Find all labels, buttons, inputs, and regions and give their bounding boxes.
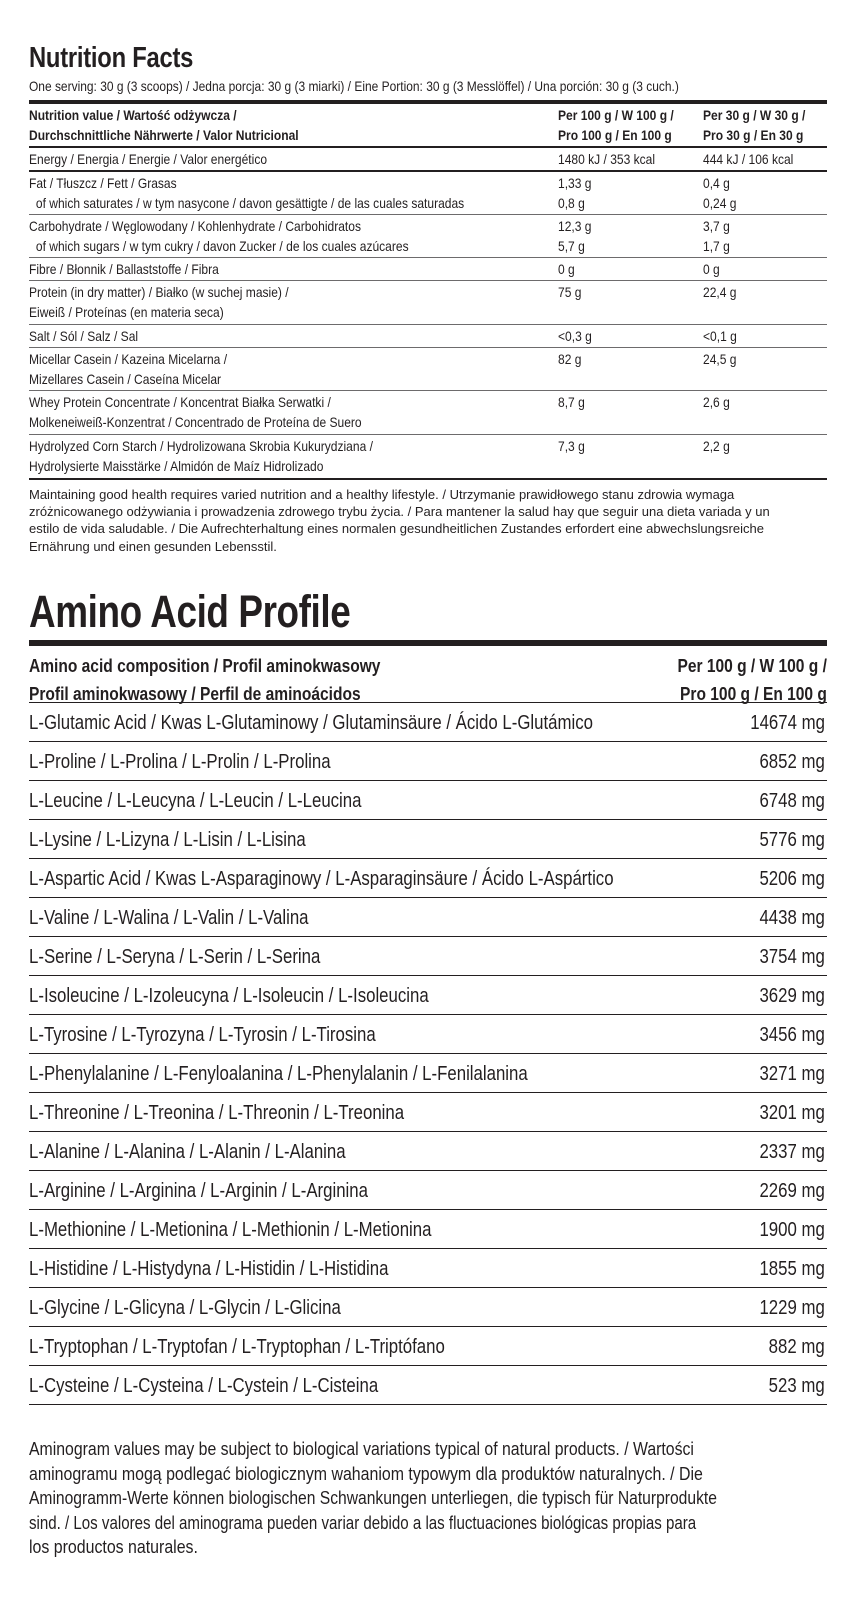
amino-acid-row [29, 937, 827, 976]
amino-acid-row [29, 781, 827, 820]
amino-acid-name: L-Glutamic Acid / Kwas L-Glutaminowy / Glutaminsäure / Ácido L-Glutámico [29, 712, 593, 734]
nutrition-row-whey-concentrate: Whey Protein Concentrate / Koncentrat Białka Serwatki / Molkeneiweiß-Konzentrat / Concentrado de Proteína de Suero 8,7 g 2,6 g [29, 391, 827, 435]
amino-acid-name: L-Valine / L-Walina / L-Valin / L-Valina [29, 907, 309, 929]
amino-acid-name: L-Phenylalanine / L-Fenyloalanina / L-Phenylalanin / L-Fenilalanina [29, 1063, 528, 1085]
amino-acid-value: 3456 mg [759, 1024, 825, 1046]
nutrition-row-salt: Salt / Sól / Salz / Sal <0,3 g <0,1 g [29, 325, 827, 348]
amino-acid-row [29, 1210, 827, 1249]
amino-acid-row [29, 1132, 827, 1171]
header-per-100g: Per 100 g / W 100 g / Pro 100 g / En 100 g [558, 107, 674, 143]
amino-acid-name: L-Leucine / L-Leucyna / L-Leucin / L-Leucina [29, 790, 362, 812]
amino-acid-row [29, 1249, 827, 1288]
amino-acid-value: 1229 mg [759, 1297, 825, 1319]
amino-acid-value: 6748 mg [759, 790, 825, 812]
header-amino-per-100g: Per 100 g / W 100 g / Pro 100 g / En 100 g [677, 655, 827, 704]
amino-acid-value: 1855 mg [759, 1258, 825, 1280]
amino-acid-name: L-Alanine / L-Alanina / L-Alanin / L-Alanina [29, 1141, 346, 1163]
aminogram-disclaimer: Aminogram values may be subject to biological variations typical of natural products. / Wartości aminogramu mogą podlegać biologicznym wahaniom typowym dla produktów naturalnych. / Die Aminogramm-Werte können biologischen Schwankungen unterliegen, die typisch für Naturprodukte sind. / Los valores del aminograma pueden variar debido a las fluctuaciones biológicas propias para los productos naturales. [29, 1438, 717, 1557]
amino-acid-name: L-Tyrosine / L-Tyrozyna / L-Tyrosin / L-Tirosina [29, 1024, 376, 1046]
amino-acid-value: 3754 mg [759, 946, 825, 968]
nutrition-row-fat: Fat / Tłuszcz / Fett / Grasas of which saturates / w tym nasycone / davon gesättigte / de las cuales saturadas 1,33 g 0,8 g 0,4 g 0,24 g [29, 172, 827, 215]
nutrition-row-carbohydrate: Carbohydrate / Węglowodany / Kohlenhydrate / Carbohidratos of which sugars / w tym cukry / davon Zucker / de los cuales azúcares 12,3 g 5,7 g 3,7 g 1,7 g [29, 215, 827, 258]
amino-acid-row [29, 1171, 827, 1210]
amino-acid-name: L-Aspartic Acid / Kwas L-Asparaginowy / L-Asparaginsäure / Ácido L-Aspártico [29, 868, 614, 890]
nutrition-row-corn-starch: Hydrolyzed Corn Starch / Hydrolizowana Skrobia Kukurydziana / Hydrolysierte Maisstärke / Almidón de Maíz Hidrolizado 7,3 g 2,2 g [29, 435, 827, 480]
nutrition-row-micellar-casein: Micellar Casein / Kazeina Micelarna / Mizellares Casein / Caseína Micelar 82 g 24,5 g [29, 348, 827, 391]
amino-acid-row [29, 1366, 827, 1405]
amino-acid-row [29, 1015, 827, 1054]
amino-acid-profile-title: Amino Acid Profile [29, 586, 351, 637]
amino-acid-row [29, 820, 827, 859]
nutrition-row-energy: Energy / Energia / Energie / Valor energético 1480 kJ / 353 kcal 444 kJ / 106 kcal [29, 148, 827, 172]
amino-acid-name: L-Histidine / L-Histydyna / L-Histidin / L-Histidina [29, 1258, 389, 1280]
amino-acid-name: L-Methionine / L-Metionina / L-Methionin / L-Metionina [29, 1219, 432, 1241]
nutrition-row-protein: Protein (in dry matter) / Białko (w suchej masie) / Eiweiß / Proteínas (en materia seca) 75 g 22,4 g [29, 281, 827, 325]
header-nutrition-value: Nutrition value / Wartość odżywcza / Durchschnittliche Nährwerte / Valor Nutricional [29, 107, 299, 143]
amino-acid-name: L-Proline / L-Prolina / L-Prolin / L-Prolina [29, 751, 331, 773]
amino-acid-value: 4438 mg [759, 907, 825, 929]
amino-acid-value: 6852 mg [759, 751, 825, 773]
header-per-30g: Per 30 g / W 30 g / Pro 30 g / En 30 g [703, 107, 806, 143]
amino-acid-value: 3629 mg [759, 985, 825, 1007]
amino-acid-value: 3201 mg [759, 1102, 825, 1124]
amino-acid-value: 5776 mg [759, 829, 825, 851]
amino-acid-value: 523 mg [768, 1375, 825, 1397]
nutrition-disclaimer: Maintaining good health requires varied nutrition and a healthy lifestyle. / Utrzymanie prawidłowego stanu zdrowia wymaga zróżnicowanego odżywiania i prowadzenia zdrowego trybu życia. / Para mantener la salud hay que seguir una dieta variada y un estilo de vida saludable. / Die Aufrechterhaltung eines normalen gesundheitlichen Zustandes erfordert eine abwechslungsreiche Ernährung und einen gesunden Lebensstil. [29, 487, 770, 554]
amino-acid-value: 2269 mg [759, 1180, 825, 1202]
amino-acid-value: 5206 mg [759, 868, 825, 890]
amino-acid-value: 1900 mg [759, 1219, 825, 1241]
amino-acid-value: 14674 mg [750, 712, 825, 734]
amino-acid-row [29, 1093, 827, 1132]
amino-acid-name: L-Lysine / L-Lizyna / L-Lisin / L-Lisina [29, 829, 306, 851]
amino-acid-row [29, 976, 827, 1015]
amino-acid-table-header [29, 646, 827, 703]
amino-acid-row [29, 703, 827, 742]
amino-acid-value: 882 mg [768, 1336, 825, 1358]
amino-acid-row [29, 1054, 827, 1093]
serving-size: One serving: 30 g (3 scoops) / Jedna porcja: 30 g (3 miarki) / Eine Portion: 30 g (3 Messlöffel) / Una porción: 30 g (3 cuch.) [29, 78, 679, 94]
amino-acid-name: L-Cysteine / L-Cysteina / L-Cystein / L-Cisteina [29, 1375, 379, 1397]
amino-acid-table [29, 640, 827, 1405]
amino-acid-row [29, 1288, 827, 1327]
nutrition-row-fibre: Fibre / Błonnik / Ballaststoffe / Fibra 0 g 0 g [29, 258, 827, 281]
header-amino-composition: Amino acid composition / Profil aminokwasowy Profil aminokwasowy / Perfil de aminoácidos [29, 655, 381, 704]
amino-acid-rows [29, 703, 827, 1405]
nutrition-table-header [29, 104, 827, 148]
amino-acid-name: L-Isoleucine / L-Izoleucyna / L-Isoleucin / L-Isoleucina [29, 985, 429, 1007]
amino-acid-name: L-Threonine / L-Treonina / L-Threonin / L-Treonina [29, 1102, 405, 1124]
nutrition-table [29, 100, 827, 480]
amino-acid-name: L-Serine / L-Seryna / L-Serin / L-Serina [29, 946, 321, 968]
amino-acid-name: L-Arginine / L-Arginina / L-Arginin / L-Arginina [29, 1180, 368, 1202]
amino-acid-value: 3271 mg [759, 1063, 825, 1085]
amino-acid-value: 2337 mg [759, 1141, 825, 1163]
amino-acid-row [29, 859, 827, 898]
amino-acid-name: L-Tryptophan / L-Tryptofan / L-Tryptophan / L-Triptófano [29, 1336, 445, 1358]
amino-acid-row [29, 1327, 827, 1366]
amino-acid-name: L-Glycine / L-Glicyna / L-Glycin / L-Glicina [29, 1297, 341, 1319]
nutrition-facts-title: Nutrition Facts [29, 42, 194, 74]
amino-acid-row [29, 742, 827, 781]
amino-acid-row [29, 898, 827, 937]
